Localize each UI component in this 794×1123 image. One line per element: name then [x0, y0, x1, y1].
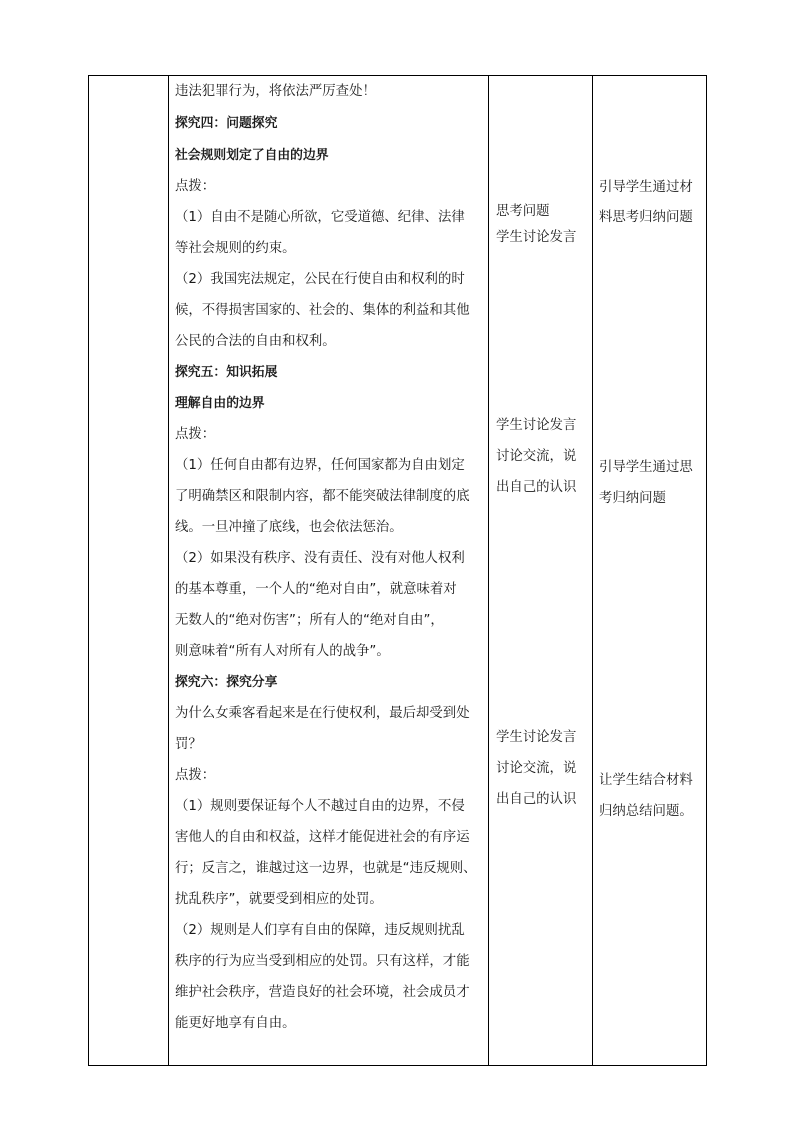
content-line: 罚？ [175, 737, 202, 752]
content-line: 能更好地享有自由。 [175, 1016, 296, 1031]
hint-label: 点拨： [175, 768, 216, 783]
content-line: 则意味着“所有人对所有人的战争”。 [175, 644, 390, 659]
content-line: 线。一旦冲撞了底线，也会依法惩治。 [175, 520, 403, 535]
design-intent: 引导学生通过材 [599, 180, 693, 195]
section-heading-4: 探究四：问题探究 [175, 116, 278, 131]
student-activity: 学生讨论发言 [496, 230, 577, 245]
content-line: （2）规则是人们享有自由的保障，违反规则扰乱 [175, 923, 465, 938]
student-activity: 思考问题 [496, 204, 550, 219]
section-subheading: 理解自由的边界 [175, 396, 265, 411]
design-intent: 让学生结合材料 [599, 773, 693, 788]
student-activity: 出自己的认识 [496, 792, 577, 807]
content-line: （2）如果没有秩序、没有责任、没有对他人权利 [175, 551, 465, 566]
lesson-plan-table [88, 75, 707, 1066]
column-divider-3 [592, 76, 593, 1065]
hint-label: 点拨： [175, 179, 216, 194]
student-activity: 讨论交流，说 [496, 761, 577, 776]
content-line: 为什么女乘客看起来是在行使权利，最后却受到处 [175, 706, 470, 721]
content-line: （1）任何自由都有边界，任何国家都为自由划定 [175, 458, 465, 473]
content-line: 害他人的自由和权益，这样才能促进社会的有序运 [175, 830, 470, 845]
content-line: 的基本尊重，一个人的“绝对自由”，就意味着对 [175, 582, 457, 597]
content-line: 公民的合法的自由和权利。 [175, 334, 336, 349]
content-line: （2）我国宪法规定，公民在行使自由和权利的时 [175, 272, 465, 287]
column-divider-2 [488, 76, 489, 1065]
section-subheading: 社会规则划定了自由的边界 [175, 148, 329, 163]
design-intent: 引导学生通过思 [599, 460, 693, 475]
section-heading-5: 探究五：知识拓展 [175, 365, 278, 380]
teaching-content-column [169, 76, 487, 1065]
content-line: 秩序的行为应当受到相应的处罚。只有这样，才能 [175, 954, 470, 969]
student-activity: 讨论交流，说 [496, 449, 577, 464]
hint-label: 点拨： [175, 427, 216, 442]
design-intent: 料思考归纳问题 [599, 210, 693, 225]
design-intent: 考归纳问题 [599, 491, 666, 506]
content-line: 维护社会秩序，营造良好的社会环境，社会成员才 [175, 985, 470, 1000]
content-line: 了明确禁区和限制内容，都不能突破法律制度的底 [175, 489, 470, 504]
section-heading-6: 探究六：探究分享 [175, 675, 278, 690]
student-activity: 出自己的认识 [496, 480, 577, 495]
student-activity: 学生讨论发言 [496, 730, 577, 745]
content-line: 候，不得损害国家的、社会的、集体的利益和其他 [175, 303, 470, 318]
content-line: 违法犯罪行为，将依法严厉查处！ [175, 84, 376, 99]
design-intent: 归纳总结问题。 [599, 804, 693, 819]
content-line: 等社会规则的约束。 [175, 241, 296, 256]
content-line: 无数人的“绝对伤害”；所有人的“绝对自由”， [175, 613, 444, 628]
content-line: 扰乱秩序”，就要受到相应的处罚。 [175, 892, 383, 907]
content-line: 行；反言之，谁越过这一边界，也就是“违反规则、 [175, 861, 477, 876]
content-line: （1）自由不是随心所欲，它受道德、纪律、法律 [175, 210, 465, 225]
content-line: （1）规则要保证每个人不越过自由的边界，不侵 [175, 799, 465, 814]
student-activity: 学生讨论发言 [496, 418, 577, 433]
